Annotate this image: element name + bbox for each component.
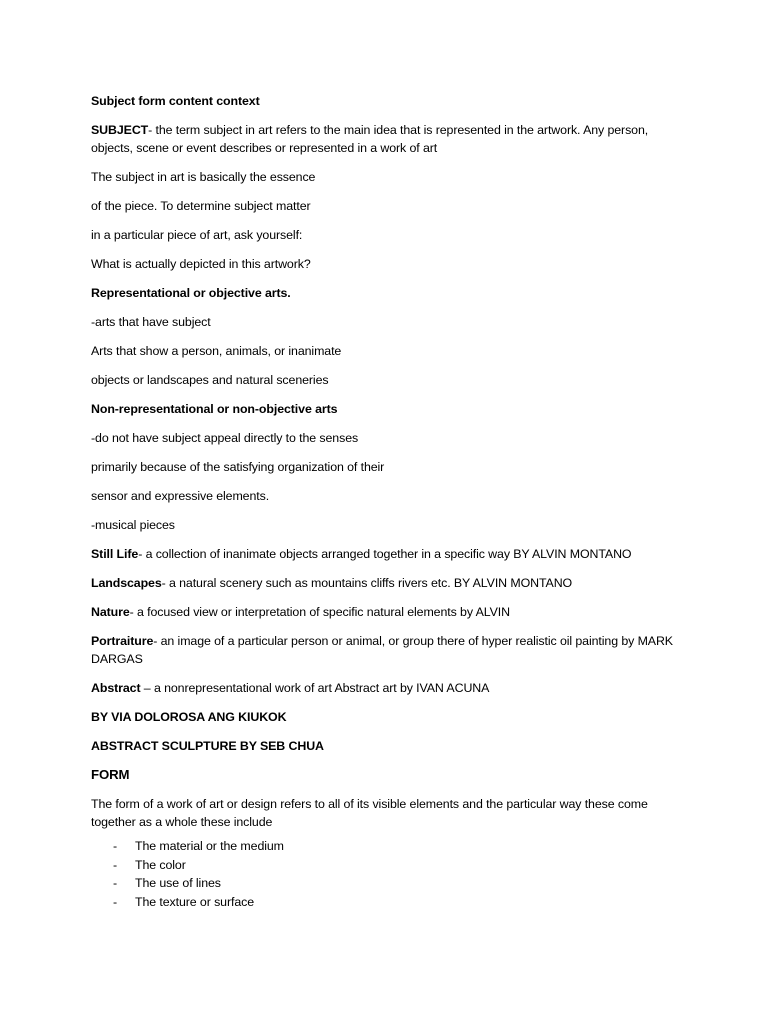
text-line: -arts that have subject (91, 315, 211, 329)
definition-text: - a collection of inanimate objects arranged together in a specific way BY ALVIN MONTANO (138, 547, 632, 561)
subject-text: - the term subject in art refers to the main idea that is represented in the artwork. Any person, objects, scene or event describes or represented in a work of art (91, 123, 649, 155)
text-line: -musical pieces (91, 518, 175, 532)
form-elements-list (91, 837, 691, 912)
list-item (91, 837, 691, 856)
bold-line-abstract-sculpture: ABSTRACT SCULPTURE BY SEB CHUA (91, 739, 324, 753)
definition-text: - an image of a particular person or animal, or group there of hyper realistic oil painting by MARK DARGAS (91, 634, 673, 666)
form-paragraph: The form of a work of art or design refers to all of its visible elements and the particular way these come together as a whole these include (91, 797, 648, 829)
list-item (91, 856, 691, 875)
definition-term: Landscapes (91, 576, 162, 590)
list-bullet: - (113, 857, 118, 872)
bold-line-via-dolorosa: BY VIA DOLOROSA ANG KIUKOK (91, 710, 287, 724)
definition-term: Nature (91, 605, 130, 619)
definition-text: - a focused view or interpretation of specific natural elements by ALVIN (129, 605, 510, 619)
list-item (91, 874, 691, 893)
definition-still-life (91, 545, 691, 563)
list-bullet: - (113, 876, 118, 891)
text-line: objects or landscapes and natural sceneries (91, 373, 329, 387)
definition-abstract (91, 679, 691, 697)
form-heading: FORM (91, 767, 130, 782)
text-line: Arts that show a person, animals, or inanimate (91, 344, 342, 358)
list-item-text: The texture or surface (135, 895, 255, 910)
definition-landscapes (91, 574, 691, 592)
list-item (91, 893, 691, 912)
list-item-text: The use of lines (135, 876, 221, 891)
subject-term: SUBJECT (91, 123, 149, 137)
text-line: The subject in art is basically the essence (91, 170, 316, 184)
list-bullet: - (113, 839, 118, 853)
text-line: What is actually depicted in this artwork? (91, 257, 311, 271)
text-line: of the piece. To determine subject matter (91, 199, 311, 213)
document-title: Subject form content context (91, 94, 260, 108)
definition-text: - a natural scenery such as mountains cliffs rivers etc. BY ALVIN MONTANO (161, 576, 573, 590)
definition-term: Abstract (91, 681, 141, 695)
definition-text: – a nonrepresentational work of art Abstract art by IVAN ACUNA (140, 681, 490, 695)
definition-nature (91, 603, 691, 621)
text-line: in a particular piece of art, ask yourself: (91, 228, 303, 242)
text-line: sensor and expressive elements. (91, 489, 270, 503)
definition-term: Portraiture (91, 634, 154, 648)
list-bullet: - (113, 895, 118, 910)
text-line: -do not have subject appeal directly to the senses (91, 431, 359, 445)
representational-heading: Representational or objective arts. (91, 286, 291, 300)
list-item-text: The color (135, 857, 186, 872)
list-item-text: The material or the medium (135, 839, 284, 853)
document-page (91, 92, 691, 912)
non-representational-heading: Non-representational or non-objective arts (91, 402, 338, 416)
definition-term: Still Life (91, 547, 139, 561)
text-line: primarily because of the satisfying organization of their (91, 460, 385, 474)
definition-portraiture (91, 632, 691, 668)
subject-paragraph (91, 121, 691, 157)
